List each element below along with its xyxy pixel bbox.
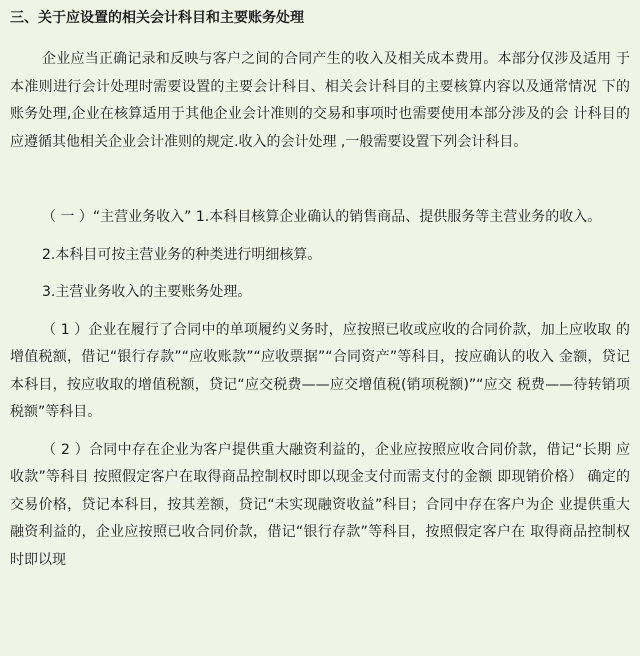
item3-paragraph: 3.主营业务收入的主要账务处理。 bbox=[42, 284, 252, 300]
sub2-paragraph: （ 2 ）合同中存在企业为客户提供重大融资利益的，企业应按照应收合同价款，借记“长期 应收款”等科目 按照假定客户在取得商品控制权时即以现金支付而需支付的金额 即现销价格） 确定的交易价格，贷记本科目，按其差额，贷记“未实现融资收益”科目；合同中存在客户为企 业提供重大融资利益的，企业应按照已收合同价款，借记“银行存款”等科目，按照假定客户在 取得商品控制权时即以现 bbox=[10, 441, 630, 568]
item1-paragraph: （ 一 ）“主营业务收入” 1.本科目核算企业确认的销售商品、提供服务等主营业务的收入。 bbox=[42, 209, 602, 225]
section-heading: 三、关于应设置的相关会计科目和主要账务处理 bbox=[10, 10, 304, 26]
intro-paragraph: 企业应当正确记录和反映与客户之间的合同产生的收入及相关成本费用。本部分仅涉及适用 于本准则进行会计处理时需要设置的主要会计科目、相关会计科目的主要核算内容以及通常情况 下的账务处理,企业在核算适用于其他企业会计准则的交易和事项时也需要使用本部分涉及的会 计科目的 应遵循其他相关企业会计准则的规定.收入的会计处理 ,一般需要设置下列会计科目。 bbox=[10, 51, 630, 150]
sub1-paragraph: （ 1 ）企业在履行了合同中的单项履约义务时，应按照已收或应收的合同价款，加上应收取 的增值税额，借记“银行存款”“应收账款”“应收票据”“合同资产”等科目，按应确认的收入 金额，贷记本科目，按应收取的增值税额，贷记“应交税费——应交增值税(销项税额)”“应交 税费——待转销项税额”等科目。 bbox=[10, 321, 630, 420]
item2-paragraph: 2.本科目可按主营业务的种类进行明细核算。 bbox=[42, 246, 322, 263]
